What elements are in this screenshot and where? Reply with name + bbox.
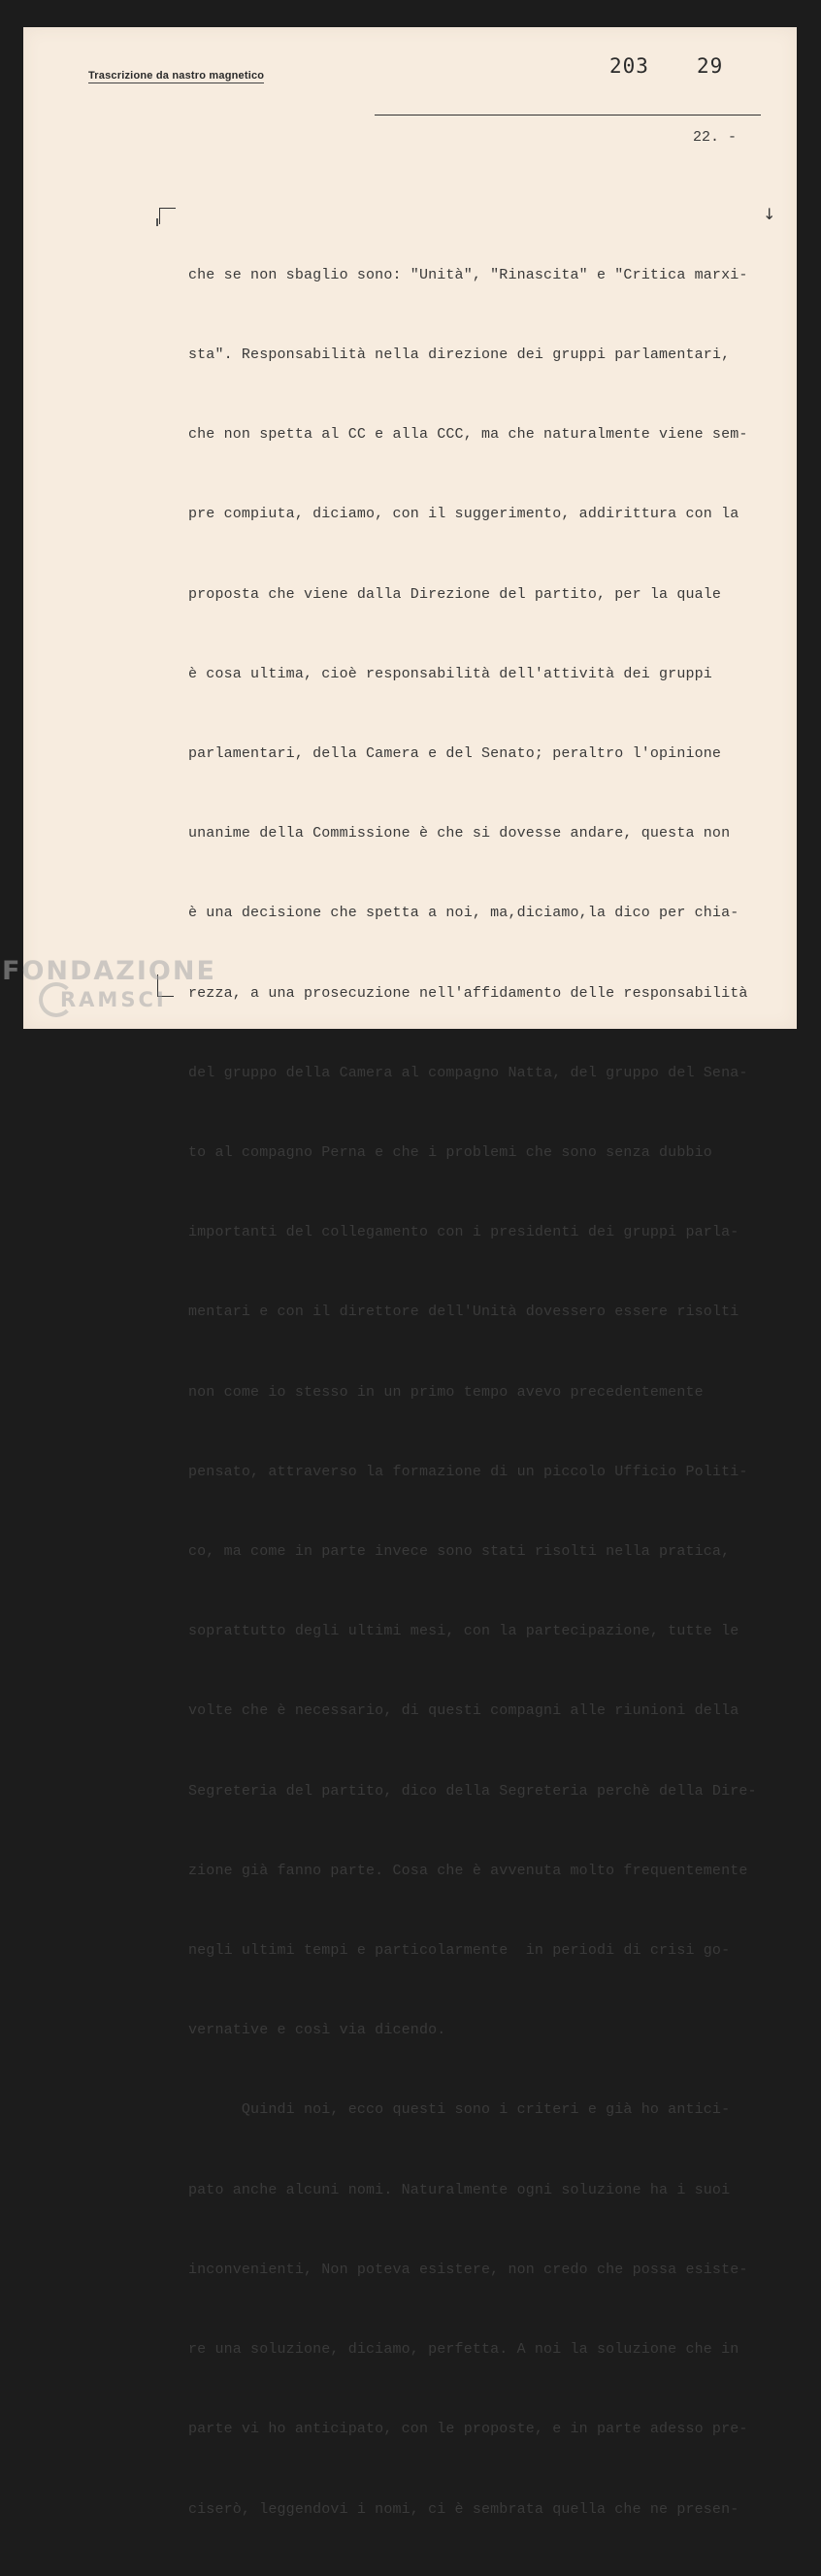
fondazione-watermark-logo: FONDAZIONE [2, 956, 216, 986]
text-line: che non spetta al CC e alla CCC, ma che naturalmente viene sem- [188, 426, 748, 444]
text-line: proposta che viene dalla Direzione del partito, per la quale [188, 585, 722, 603]
margin-tick-mark [156, 218, 158, 226]
text-line: zione già fanno parte. Cosa che è avvenuta molto frequentemente [188, 1862, 748, 1879]
text-line: parlamentari, della Camera e del Senato; peraltro l'opinione [188, 745, 722, 763]
text-line: negli ultimi tempi e particolarmente in periodi di crisi go- [188, 1942, 731, 1960]
header-rule [375, 115, 761, 116]
text-line: è cosa ultima, cioè responsabilità dell'attività dei gruppi [188, 665, 712, 682]
text-line: che se non sbaglio sono: "Unità", "Rinascita" e "Critica marxi- [188, 266, 748, 283]
text-line: to al compagno Perna e che i problemi che sono senza dubbio [188, 1144, 712, 1162]
text-line: pato anche alcuni nomi. Naturalmente ogni soluzione ha i suoi [188, 2181, 731, 2198]
text-line: rezza, a una prosecuzione nell'affidamento delle responsabilità [188, 984, 748, 1002]
text-line: del gruppo della Camera al compagno Natta, del gruppo del Sena- [188, 1064, 748, 1081]
transcript-body [188, 209, 780, 2576]
text-line: volte che è necessario, di questi compagni alle riunioni della [188, 1702, 739, 1720]
text-line: vernative e così via dicendo. [188, 2022, 446, 2039]
text-line: non come io stesso in un primo tempo avevo precedentemente [188, 1383, 704, 1401]
text-line: parte vi ho anticipato, con le proposte, e in parte adesso pre- [188, 2421, 748, 2438]
text-line: pre compiuta, diciamo, con il suggerimento, addirittura con la [188, 506, 739, 523]
text-line: re una soluzione, diciamo, perfetta. A noi la soluzione che in [188, 2341, 739, 2359]
text-line: inconvenienti, Non poteva esistere, non credo che possa esiste- [188, 2261, 748, 2278]
archive-stamp-number-1: 203 [609, 54, 649, 78]
down-arrow-mark: ↓ [763, 205, 776, 223]
text-line: sta". Responsabilità nella direzione dei gruppi parlamentari, [188, 347, 731, 364]
text-line: ciserò, leggendovi i nomi, ci è sembrata quella che ne presen- [188, 2500, 739, 2518]
text-line: co, ma come in parte invece sono stati risolti nella pratica, [188, 1543, 731, 1561]
document-header-title: Trascrizione da nastro magnetico [88, 70, 265, 82]
document-page [23, 27, 797, 2518]
text-line: soprattutto degli ultimi mesi, con la partecipazione, tutte le [188, 1623, 739, 1640]
text-line: unanime della Commissione è che si dovesse andare, questa non [188, 825, 731, 842]
bracket-top-left-mark [159, 208, 176, 224]
text-line: Quindi noi, ecco questi sono i criteri e già ho antici- [188, 2101, 731, 2119]
gramsci-watermark-logo: RAMSCI [60, 988, 167, 1011]
text-line: è una decisione che spetta a noi, ma,diciamo,la dico per chia- [188, 905, 739, 922]
archive-stamp-number-2: 29 [697, 54, 724, 78]
text-line: pensato, attraverso la formazione di un piccolo Ufficio Politi- [188, 1463, 748, 1480]
text-line: Segreteria del partito, dico della Segreteria perchè della Dire- [188, 1782, 757, 1800]
text-line: mentari e con il direttore dell'Unità dovessero essere risolti [188, 1304, 739, 1321]
text-line: importanti del collegamento con i presidenti dei gruppi parla- [188, 1224, 739, 1241]
page-number: 22. - [693, 129, 738, 146]
